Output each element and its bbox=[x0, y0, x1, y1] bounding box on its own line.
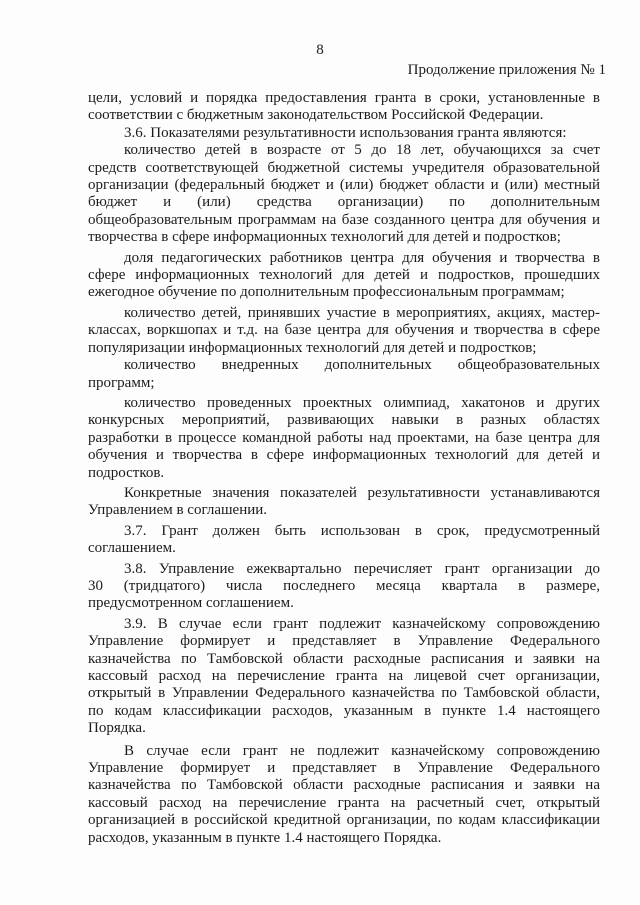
text-line: казначейства по Тамбовской области расходные расписания и заявки на bbox=[88, 777, 600, 794]
text-line: сфере информационных технологий для детей и подростков, прошедших bbox=[88, 267, 600, 284]
text-line: количество внедренных дополнительных общеобразовательных bbox=[124, 357, 600, 374]
text-line: доля педагогических работников центра для обучения и творчества в bbox=[124, 249, 600, 266]
text-line: соглашением. bbox=[88, 540, 176, 557]
text-line: ежегодное обучение по дополнительным профессиональным программам; bbox=[88, 284, 565, 301]
text-line: кассовый расход на перечисление гранта на лицевой счет организации, bbox=[88, 668, 600, 684]
appendix-note: Продолжение приложения № 1 bbox=[407, 62, 606, 78]
text-line: Управлением в соглашении. bbox=[88, 502, 268, 519]
text-line: Управление формирует и представляет в Управление Федерального bbox=[88, 760, 600, 777]
text-line: классах, воркшопах и т.д. на базе центра для обучения и творчества в сфере bbox=[88, 322, 600, 339]
text-line: открытый в Управлении Федерального казначейства по Тамбовской области, bbox=[88, 685, 600, 702]
text-line: программ; bbox=[88, 374, 155, 391]
text-line: средств соответствующей бюджетной системы учредителя образовательной bbox=[88, 159, 600, 176]
text-line: подростков. bbox=[88, 464, 165, 481]
paragraph-section-3-9 bbox=[88, 616, 600, 738]
paragraph-non-treasury-case bbox=[88, 743, 600, 847]
paragraph-specific-values bbox=[88, 485, 600, 520]
page-number: 8 bbox=[316, 42, 324, 58]
text-line: 3.8. Управление ежеквартально перечисляет грант организации до bbox=[124, 560, 600, 577]
text-line: 3.6. Показателями результативности использования гранта являются: bbox=[124, 124, 567, 141]
text-line: Порядка. bbox=[88, 720, 146, 737]
text-line: соответствии с бюджетным законодательством Российской Федерации. bbox=[88, 107, 544, 124]
text-line: цели, условий и порядка предоставления гранта в сроки, установленные в bbox=[88, 90, 600, 106]
text-line: конкурсных мероприятий, развивающих навыки в разных областях bbox=[88, 412, 600, 429]
text-line: творчества в сфере информационных технологий для детей и подростков; bbox=[88, 229, 561, 246]
text-line: 30 (тридцатого) числа последнего месяца квартала в размере, bbox=[88, 577, 600, 594]
paragraph-indicator-teachers-share bbox=[88, 250, 600, 302]
paragraph-indicator-programs bbox=[88, 357, 600, 392]
text-line: Конкретные значения показателей результативности устанавливаются bbox=[124, 484, 600, 501]
document-body bbox=[88, 90, 600, 847]
paragraph-indicator-olympiads bbox=[88, 395, 600, 482]
paragraph-continuation bbox=[88, 90, 600, 125]
text-line: 3.9. В случае если грант подлежит казначейскому сопровождению bbox=[124, 615, 600, 632]
text-line: количество проведенных проектных олимпиад, хакатонов и других bbox=[124, 394, 600, 411]
text-line: организации (федеральный бюджет и (или) бюджет области и (или) местный bbox=[88, 177, 600, 194]
paragraph-indicator-children-count bbox=[88, 142, 600, 246]
text-line: количество детей, принявших участие в мероприятиях, акциях, мастер- bbox=[124, 304, 600, 321]
text-line: В случае если грант не подлежит казначейскому сопровождению bbox=[124, 742, 600, 759]
text-line: организацией в российской кредитной организации, по кодам классификации bbox=[88, 812, 600, 829]
text-line: общеобразовательным программам на базе созданного центра для обучения и bbox=[88, 211, 600, 228]
text-line: разработки в процессе командной работы над проектами, на базе центра для bbox=[88, 429, 600, 446]
text-line: Управление формирует и представляет в Управление Федерального bbox=[88, 633, 600, 650]
text-line: количество детей в возрасте от 5 до 18 лет, обучающихся за счет bbox=[124, 142, 600, 159]
paragraph-section-3-8 bbox=[88, 561, 600, 613]
text-line: 3.7. Грант должен быть использован в срок, предусмотренный bbox=[124, 522, 600, 539]
text-line: обучения и творчества в сфере информационных технологий для детей и bbox=[88, 447, 600, 464]
paragraph-indicator-participants bbox=[88, 305, 600, 357]
text-line: предусмотренном соглашением. bbox=[88, 595, 294, 612]
text-line: казначейства по Тамбовской области расходные расписания и заявки на bbox=[88, 650, 600, 667]
paragraph-section-3-7 bbox=[88, 523, 600, 558]
text-line: кассовый расход на перечисление гранта на расчетный счет, открытый bbox=[88, 794, 600, 811]
text-line: расходов, указанным в пункте 1.4 настоящего Порядка. bbox=[88, 829, 442, 846]
paragraph-section-3-6 bbox=[88, 125, 600, 142]
text-line: бюджет и (или) средства организации) по дополнительным bbox=[88, 194, 600, 211]
text-line: по кодам классификации расходов, указанным в пункте 1.4 настоящего bbox=[88, 702, 600, 719]
text-line: популяризации информационных технологий для детей и подростков; bbox=[88, 339, 537, 356]
